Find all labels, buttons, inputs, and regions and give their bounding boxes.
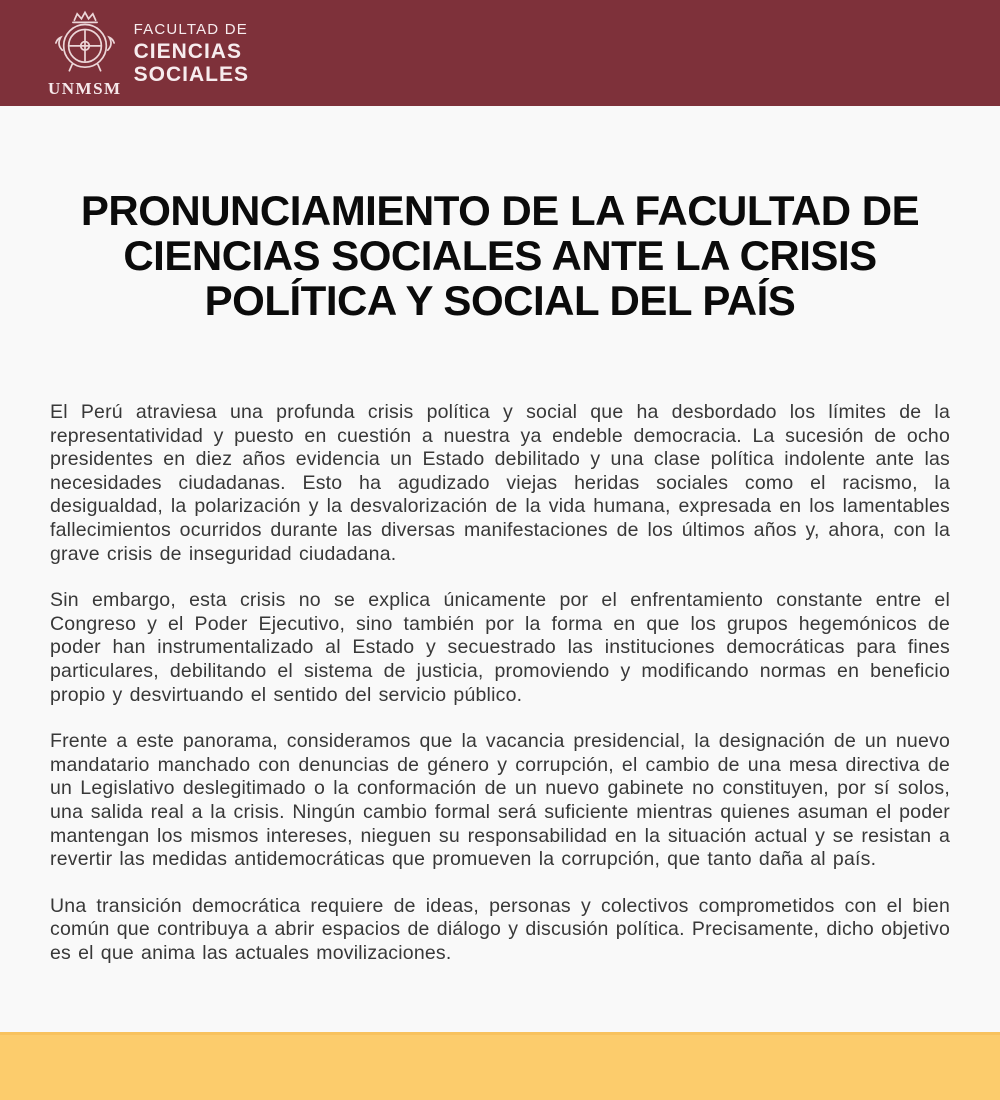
statement-paragraph-1: El Perú atraviesa una profunda crisis política y social que ha desbordado los límites de la representatividad y puesto en cuestión a nuestra ya endeble democracia. La sucesión de ocho presidentes en diez años evidencia un Estado debilitado y una clase política indolente ante las necesidades ciudadanas. Esto ha agudizado viejas heridas sociales como el racismo, la desigualdad, la polarización y la desvalorización de la vida humana, expresada en los lamentables fallecimientos ocurridos durante las diversas manifestaciones de los últimos años y, ahora, con la grave crisis de inseguridad ciudadana. xyxy=(50,401,950,565)
title-line-1: PRONUNCIAMIENTO DE LA FACULTAD DE xyxy=(80,187,920,234)
faculty-name xyxy=(134,8,249,87)
unmsm-crest-icon xyxy=(53,8,117,78)
statement-body xyxy=(50,401,950,965)
crest-block xyxy=(48,8,122,99)
faculty-header xyxy=(0,0,1000,106)
faculty-name-line-2: CIENCIAS xyxy=(133,40,242,63)
university-abbreviation: UNMSM xyxy=(48,79,122,98)
title-line-3: POLÍTICA Y SOCIAL DEL PAÍS xyxy=(204,277,796,324)
footer-band xyxy=(0,1032,1000,1100)
statement-paragraph-3: Frente a este panorama, consideramos que la vacancia presidencial, la designación de un nuevo mandatario manchado con denuncias de género y corrupción, el cambio de una mesa directiva de un Legislativo deslegitimado o la conformación de un nuevo gabinete no constituyen, por sí solos, una salida real a la crisis. Ningún cambio formal será suficiente mientras quienes asuman el poder mantengan los mismos intereses, nieguen su responsabilidad en la situación actual y se resistan a revertir las medidas antidemocráticas que promueven la corrupción, que tanto daña al país. xyxy=(50,730,950,871)
faculty-logo xyxy=(48,8,249,99)
statement-paragraph-4: Una transición democrática requiere de ideas, personas y colectivos comprometidos con el bien común que contribuya a abrir espacios de diálogo y discusión política. Precisamente, dicho objetivo es el que anima las actuales movilizaciones. xyxy=(50,894,950,964)
page-title xyxy=(50,188,950,323)
document-content xyxy=(0,106,1000,1032)
title-line-2: CIENCIAS SOCIALES ANTE LA CRISIS xyxy=(123,232,877,279)
statement-paragraph-2: Sin embargo, esta crisis no se explica únicamente por el enfrentamiento constante entre el Congreso y el Poder Ejecutivo, sino también por la forma en que los grupos hegemónicos de poder han instrumentalizado al Estado y secuestrado las instituciones democráticas para fines particulares, debilitando el sistema de justicia, promoviendo y modificando normas en beneficio propio y desvirtuando el sentido del servicio público. xyxy=(50,589,950,706)
faculty-name-line-1: FACULTAD DE xyxy=(133,21,248,38)
faculty-name-line-3: SOCIALES xyxy=(133,63,249,86)
